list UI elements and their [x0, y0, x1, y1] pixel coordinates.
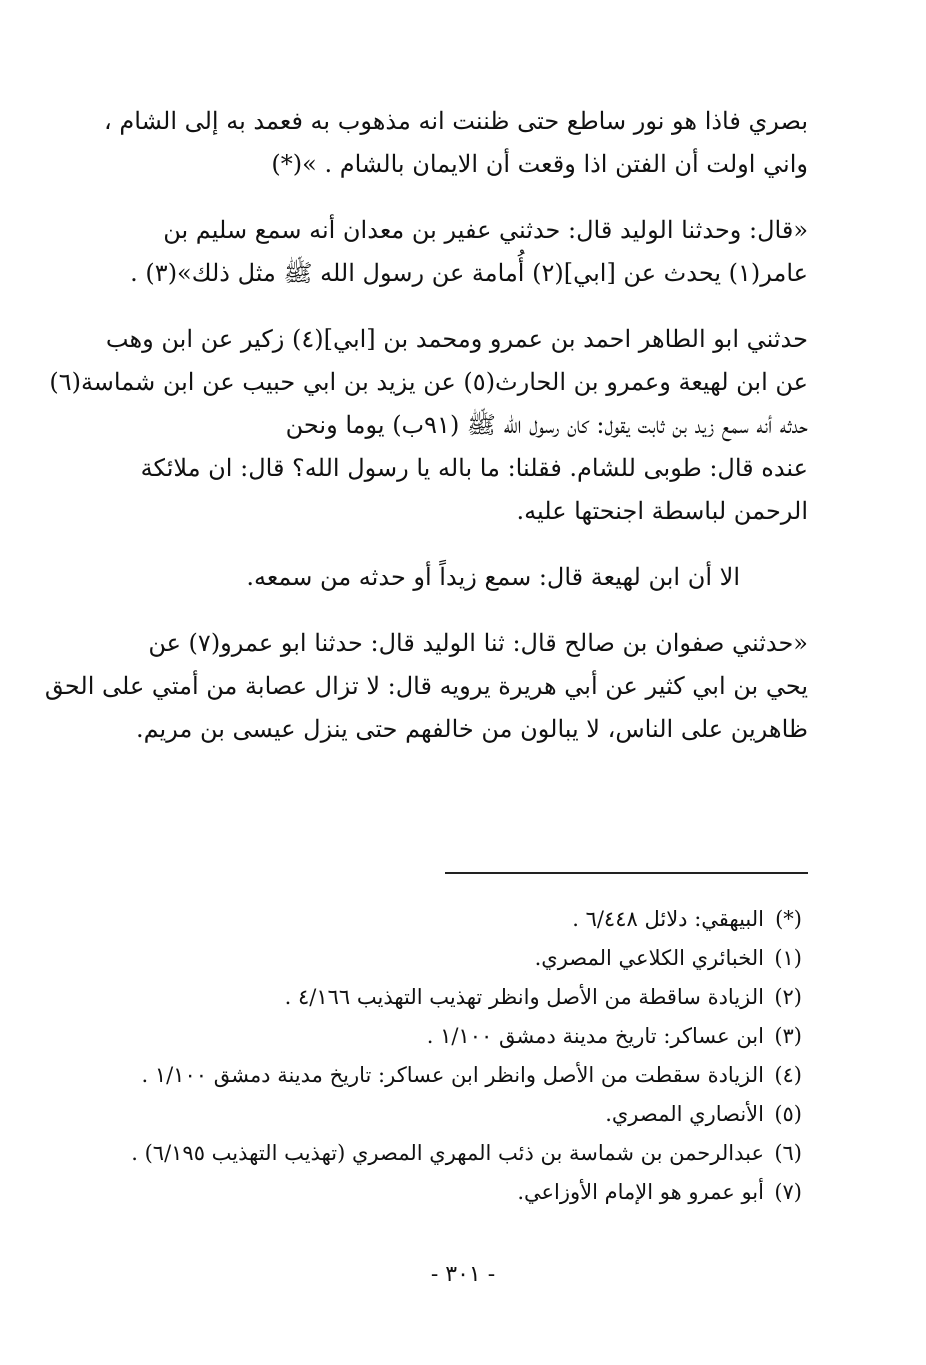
text-line: عن ابن لهيعة وعمرو بن الحارث(٥) عن يزيد بن ابي حبيب عن ابن شماسة(٦) [49, 368, 808, 396]
text-line: حدثني ابو الطاهر احمد بن عمرو ومحمد بن [ابي](٤) زكير عن ابن وهب [105, 325, 808, 353]
footnote-text: عبدالرحمن بن شماسة بن ذئب المهري المصري (تهذيب التهذيب ٦/١٩٥) . [131, 1141, 764, 1165]
paragraph-3 [49, 318, 808, 533]
text-line: الرحمن لباسطة اجنحتها عليه. [516, 497, 808, 525]
footnote-number: (٣) [774, 1024, 802, 1048]
text-line: عامر(١) يحدث عن [ابي](٢) أُمامة عن رسول الله ﷺ مثل ذلك»(٣) . [130, 259, 808, 287]
footnote-item [112, 1017, 802, 1056]
text-line: عنده قال: طوبى للشام. فقلنا: ما باله يا رسول الله؟ قال: ان ملائكة [140, 454, 808, 482]
footnote-text: أبو عمرو هو الإمام الأوزاعي. [517, 1180, 764, 1204]
footnote-item [112, 978, 802, 1017]
page-number: - ٣٠١ - [430, 1262, 496, 1287]
paragraph-2 [116, 209, 808, 295]
text-line: «حدثني صفوان بن صالح قال: ثنا الوليد قال: حدثنا ابو عمرو(٧) عن [148, 629, 808, 657]
paragraph-4 [116, 556, 808, 599]
footnote-text: البيهقي: دلائل ٦/٤٤٨ . [572, 907, 764, 931]
text-line: يحي بن ابي كثير عن أبي هريرة يرويه قال: لا تزال عصابة من أمتي على الحق [44, 672, 808, 700]
footnote-item [112, 1134, 802, 1173]
footnote-text: الأنصاري المصري. [605, 1102, 764, 1126]
footnote-number: (٢) [774, 985, 802, 1009]
footnote-text: الخبائري الكلاعي المصري. [534, 946, 764, 970]
footnote-number: (٥) [774, 1102, 802, 1126]
footnote-text: الزيادة ساقطة من الأصل وانظر تهذيب التهذيب ٤/١٦٦ . [284, 985, 764, 1009]
paragraph-1 [104, 100, 808, 186]
footnote-item [112, 1173, 802, 1212]
footnote-item [112, 1056, 802, 1095]
text-line: واني اولت أن الفتن اذا وقعت أن الايمان بالشام . »(*) [271, 150, 808, 178]
footnote-number: (٤) [774, 1063, 802, 1087]
footnote-number: (٧) [774, 1180, 802, 1204]
footnote-number: (١) [774, 946, 802, 970]
footnote-divider [445, 872, 808, 874]
footnotes-list [112, 900, 802, 1212]
main-text-body [44, 100, 808, 774]
footnote-item [112, 1095, 802, 1134]
footnote-text: ابن عساكر: تاريخ مدينة دمشق ١/١٠٠ . [426, 1024, 764, 1048]
footnote-number: (*) [775, 907, 802, 931]
text-line: الا أن ابن لهيعة قال: سمع زيداً أو حدثه من سمعه. [246, 563, 740, 591]
text-line: ظاهرين على الناس، لا يبالون من خالفهم حتى ينزل عيسى بن مريم. [135, 715, 808, 743]
footnote-item [112, 900, 802, 939]
paragraph-5 [44, 622, 808, 751]
text-line: بصري فاذا هو نور ساطع حتى ظننت انه مذهوب به فعمد به إلى الشام ، [104, 107, 808, 135]
footnote-number: (٦) [774, 1141, 802, 1165]
text-line: «قال: وحدثنا الوليد قال: حدثني عفير بن معدان أنه سمع سليم بن [163, 216, 808, 244]
footnote-item [112, 939, 802, 978]
footnote-text: الزيادة سقطت من الأصل وانظر ابن عساكر: تاريخ مدينة دمشق ١/١٠٠ . [141, 1063, 764, 1087]
text-line: حدثه أنه سمع زيد بن ثابت يقول: كان رسول الله ﷺ (٩١ب) يوما ونحن [285, 411, 808, 439]
